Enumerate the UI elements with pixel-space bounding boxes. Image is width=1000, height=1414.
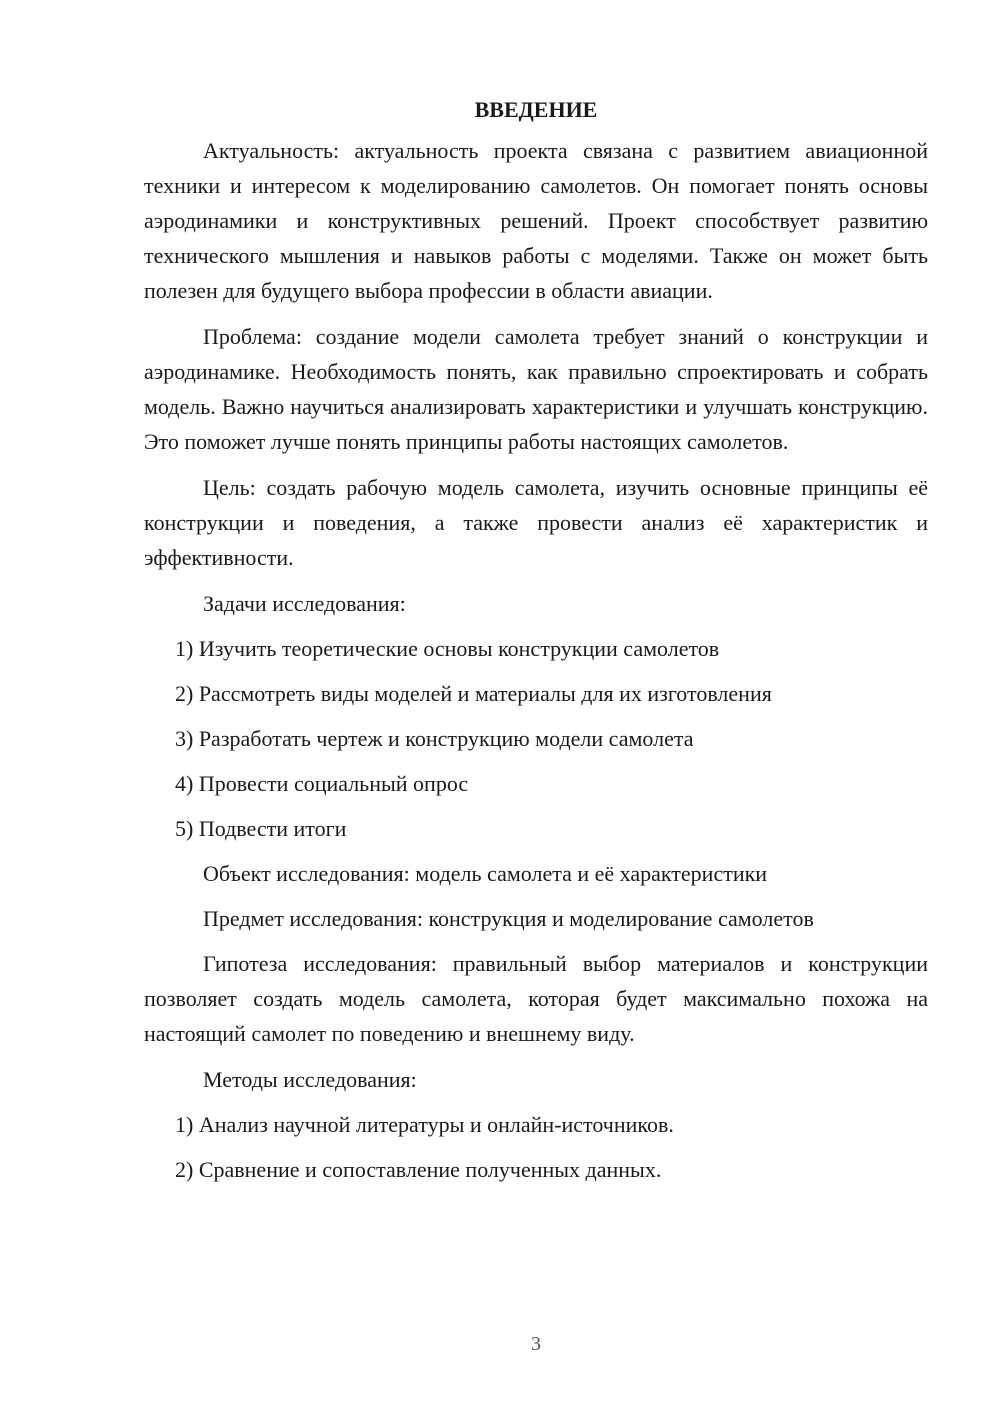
task-item-3: 3) Разработать чертеж и конструкцию модели самолета [175, 726, 694, 751]
task-item-2: 2) Рассмотреть виды моделей и материалы для их изготовления [175, 681, 772, 706]
document-page [144, 92, 928, 1197]
research-subject: Предмет исследования: конструкция и моделирование самолетов [203, 906, 814, 931]
methods-heading: Методы исследования: [203, 1067, 417, 1092]
tasks-heading: Задачи исследования: [203, 591, 406, 616]
method-item-1: 1) Анализ научной литературы и онлайн-источников. [175, 1112, 674, 1137]
task-item-5: 5) Подвести итоги [175, 816, 347, 841]
method-item-2: 2) Сравнение и сопоставление полученных данных. [175, 1157, 662, 1182]
research-object: Объект исследования: модель самолета и её характеристики [203, 861, 768, 886]
paragraph-problem: Проблема: создание модели самолета требует знаний о конструкции и аэродинамике. Необходимость понять, как правильно спроектировать и собрать модель. Важно научиться анализировать характеристики и улучшать конструкцию. Это поможет лучше понять принципы работы настоящих самолетов. [144, 324, 928, 454]
task-item-4: 4) Провести социальный опрос [175, 771, 469, 796]
page-number: 3 [531, 1333, 541, 1355]
task-item-1: 1) Изучить теоретические основы конструкции самолетов [175, 636, 720, 661]
paragraph-goal: Цель: создать рабочую модель самолета, изучить основные принципы её конструкции и поведения, а также провести анализ её характеристик и эффективности. [144, 475, 928, 570]
page-title: ВВЕДЕНИЕ [474, 97, 598, 122]
paragraph-relevance: Актуальность: актуальность проекта связана с развитием авиационной техники и интересом к моделированию самолетов. Он помогает понять основы аэродинамики и конструктивных решений. Проект способствует развитию технического мышления и навыков работы с моделями. Также он может быть полезен для будущего выбора профессии в области авиации. [144, 138, 928, 303]
paragraph-hypothesis: Гипотеза исследования: правильный выбор материалов и конструкции позволяет создать модель самолета, которая будет максимально похожа на настоящий самолет по поведению и внешнему виду. [144, 951, 928, 1046]
